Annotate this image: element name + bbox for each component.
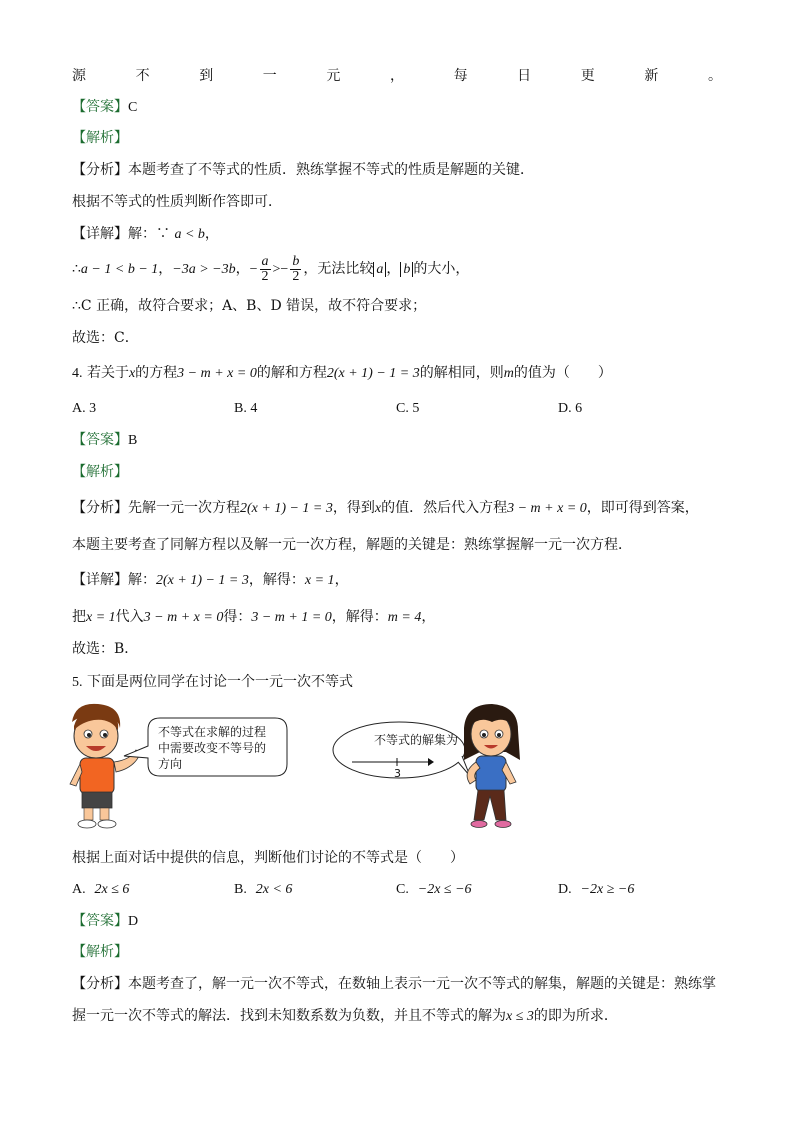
jiexi-tag: 【解析】	[72, 944, 128, 960]
option-label: C.	[396, 882, 409, 897]
var-x: x	[128, 366, 136, 381]
stem-text: 的方程	[135, 365, 178, 381]
intro-char: 更	[580, 68, 595, 84]
detail-tag: 【详解】	[72, 226, 128, 242]
comma: ，	[204, 226, 219, 242]
bubble-right-text: 不等式的解集为	[374, 733, 459, 747]
question-text: 根据上面对话中提供的信息，判断他们讨论的不等式是（ ）	[72, 850, 464, 866]
question-number: 4.	[72, 366, 83, 381]
bubble-left-line: 不等式在求解的过程	[158, 725, 267, 739]
fenxi-text: ，即可得到答案，	[586, 500, 699, 516]
minus-sign: −	[280, 262, 289, 277]
intro-char: 到	[199, 68, 214, 84]
detail-text: ，解得：	[331, 609, 388, 625]
option-a: A. 3	[72, 401, 97, 416]
q3-conclusion	[72, 296, 426, 316]
q3-choice	[72, 328, 139, 348]
stem-text: 若关于	[86, 365, 129, 381]
q4-stem	[72, 363, 612, 384]
step-end-text: 的大小，	[413, 261, 470, 277]
stem-text: 的解和方程	[256, 365, 327, 381]
detail-text: ，解得：	[248, 572, 305, 588]
m-solution: m = 4	[387, 610, 422, 625]
option-expr: −2x ≤ −6	[417, 882, 472, 897]
minus-sign: −	[249, 262, 258, 277]
q4-fenxi-line2	[72, 535, 632, 555]
equation-1: 3 − m + x = 0	[177, 366, 257, 381]
comma: ，	[334, 572, 349, 588]
comma: ，	[386, 261, 401, 277]
q4-options	[72, 399, 720, 419]
q3-step	[72, 253, 469, 286]
answer-value: B	[128, 433, 138, 448]
var-m: m	[503, 366, 514, 381]
frac-num: b	[292, 253, 300, 269]
q4-substitute	[72, 607, 435, 628]
answer-tag: 【答案】	[72, 432, 128, 448]
boy-figure	[70, 704, 140, 828]
conclusion-text: ∴C 正确，故符合要求；A、B、D 错误，故不符合要求；	[72, 298, 427, 314]
option-expr: −2x ≥ −6	[580, 882, 635, 897]
detail-text: 解：	[128, 572, 156, 588]
option-b: B. 4	[234, 401, 258, 416]
equation-2: 2(x + 1) − 1 = 3	[326, 366, 420, 381]
therefore-sign: ∴	[72, 261, 81, 277]
girl-figure	[464, 704, 520, 828]
fraction-a	[260, 255, 271, 284]
detail-tag: 【详解】	[72, 572, 128, 588]
detail-lead: 解：∵	[128, 226, 170, 242]
option-a	[72, 879, 234, 900]
intro-char: 不	[135, 68, 150, 84]
q3-fenxi	[72, 160, 534, 180]
abs-b: b	[400, 262, 413, 277]
q5-answer	[72, 911, 138, 932]
equation-3: 3 − m + 1 = 0	[251, 610, 332, 625]
fenxi-text: 先解一元一次方程	[128, 500, 240, 516]
option-label: A.	[72, 882, 86, 897]
option-c: C. 5	[396, 401, 420, 416]
q3-jiexi	[72, 128, 128, 148]
intro-char: 每	[453, 68, 468, 84]
q4-answer	[72, 430, 137, 451]
var-x: x	[374, 501, 382, 516]
step2-expr: −3a > −3b	[172, 262, 236, 277]
answer-value: D	[128, 914, 139, 929]
gt-sign: >	[272, 262, 281, 277]
choice-text: 故选：C．	[72, 330, 139, 346]
option-label: D.	[558, 882, 572, 897]
q3-basis	[72, 192, 282, 212]
abs-a: a	[373, 262, 386, 277]
option-b	[234, 879, 396, 900]
fenxi-text: 握一元一次不等式的解法．找到未知数系数为负数，并且不等式的解为	[72, 1008, 506, 1024]
fenxi-text: 本题考查了，解一元一次不等式，在数轴上表示一元一次不等式的解集，解题的关键是：熟练掌	[128, 976, 716, 992]
fenxi-tag: 【分析】	[72, 500, 128, 516]
fenxi-text: 本题考查了不等式的性质．熟练掌握不等式的性质是解题的关键．	[128, 162, 534, 178]
intro-char: 日	[517, 68, 532, 84]
equation-1: 3 − m + x = 0	[143, 610, 224, 625]
intro-char: 一	[262, 68, 277, 84]
fenxi-text: 本题主要考查了同解方程以及解一元一次方程，解题的关键是：熟练掌握解一元一次方程．	[72, 537, 632, 553]
q3-answer	[72, 97, 137, 118]
x-solution: x = 1	[304, 573, 335, 588]
right-speech-bubble	[333, 722, 470, 780]
intro-char: 元	[326, 68, 341, 84]
jiexi-tag: 【解析】	[72, 130, 128, 146]
q4-fenxi	[72, 498, 699, 519]
q5-question	[72, 848, 464, 868]
frac-num: a	[261, 253, 269, 269]
option-d	[558, 879, 720, 900]
intro-char: 新	[644, 68, 659, 84]
q5-fenxi	[72, 974, 716, 994]
stem-text: 的解相同，则	[419, 365, 504, 381]
q5-stem	[72, 672, 353, 693]
x-solution: x = 1	[86, 610, 116, 625]
detail-text: 代入	[115, 609, 144, 625]
q4-choice	[72, 639, 138, 659]
fenxi-tag: 【分析】	[72, 976, 128, 992]
fenxi-text: 的值．然后代入方程	[381, 500, 508, 516]
stem-text: 的值为（ ）	[513, 365, 612, 381]
fraction-b	[290, 255, 301, 284]
fenxi-text: 的即为所求．	[533, 1008, 618, 1024]
question-number: 5.	[72, 675, 83, 690]
q5-fenxi-line2	[72, 1006, 618, 1027]
frac-den: 2	[261, 268, 269, 284]
fenxi-tag: 【分析】	[72, 162, 128, 178]
detail-text: 把	[72, 609, 86, 625]
inequality: x ≤ 3	[506, 1009, 534, 1024]
option-expr: 2x ≤ 6	[94, 882, 130, 897]
answer-value: C	[128, 100, 138, 115]
comma: ，	[421, 609, 436, 625]
option-c	[396, 879, 558, 900]
q4-jiexi	[72, 462, 128, 482]
fenxi-text: ，得到	[332, 500, 375, 516]
answer-tag: 【答案】	[72, 913, 128, 929]
frac-den: 2	[292, 268, 300, 284]
equation-2: 2(x + 1) − 1 = 3	[156, 573, 249, 588]
bubble-left-line: 中需要改变不等号的	[158, 741, 267, 755]
option-expr: 2x < 6	[255, 882, 293, 897]
given-ineq: a < b	[174, 227, 205, 242]
intro-char: 源	[72, 68, 86, 84]
intro-char: ，	[389, 68, 404, 84]
detail-text: 得：	[223, 609, 252, 625]
q5-jiexi	[72, 942, 128, 962]
axis-label: 3	[394, 767, 401, 780]
intro-line	[72, 66, 722, 86]
step1-expr: a − 1 < b − 1	[80, 262, 159, 277]
step-mid-text: ，无法比较	[303, 261, 374, 277]
equation-1: 3 − m + x = 0	[507, 501, 587, 516]
option-d: D. 6	[558, 401, 583, 416]
choice-text: 故选：B．	[72, 641, 139, 657]
comma: ，	[235, 261, 250, 277]
q4-detail	[72, 570, 349, 591]
option-label: B.	[234, 882, 247, 897]
answer-tag: 【答案】	[72, 99, 128, 115]
stem-text: 下面是两位同学在讨论一个一元一次不等式	[86, 674, 353, 690]
comma: ，	[158, 261, 173, 277]
q3-detail	[72, 224, 219, 245]
equation-2: 2(x + 1) − 1 = 3	[240, 501, 333, 516]
dialogue-illustration	[60, 700, 530, 835]
intro-char: 。	[707, 68, 722, 84]
basis-text: 根据不等式的性质判断作答即可．	[72, 194, 282, 210]
bubble-left-line: 方向	[158, 757, 183, 771]
q5-options	[72, 879, 720, 900]
left-speech-bubble	[124, 718, 287, 776]
jiexi-tag: 【解析】	[72, 464, 128, 480]
